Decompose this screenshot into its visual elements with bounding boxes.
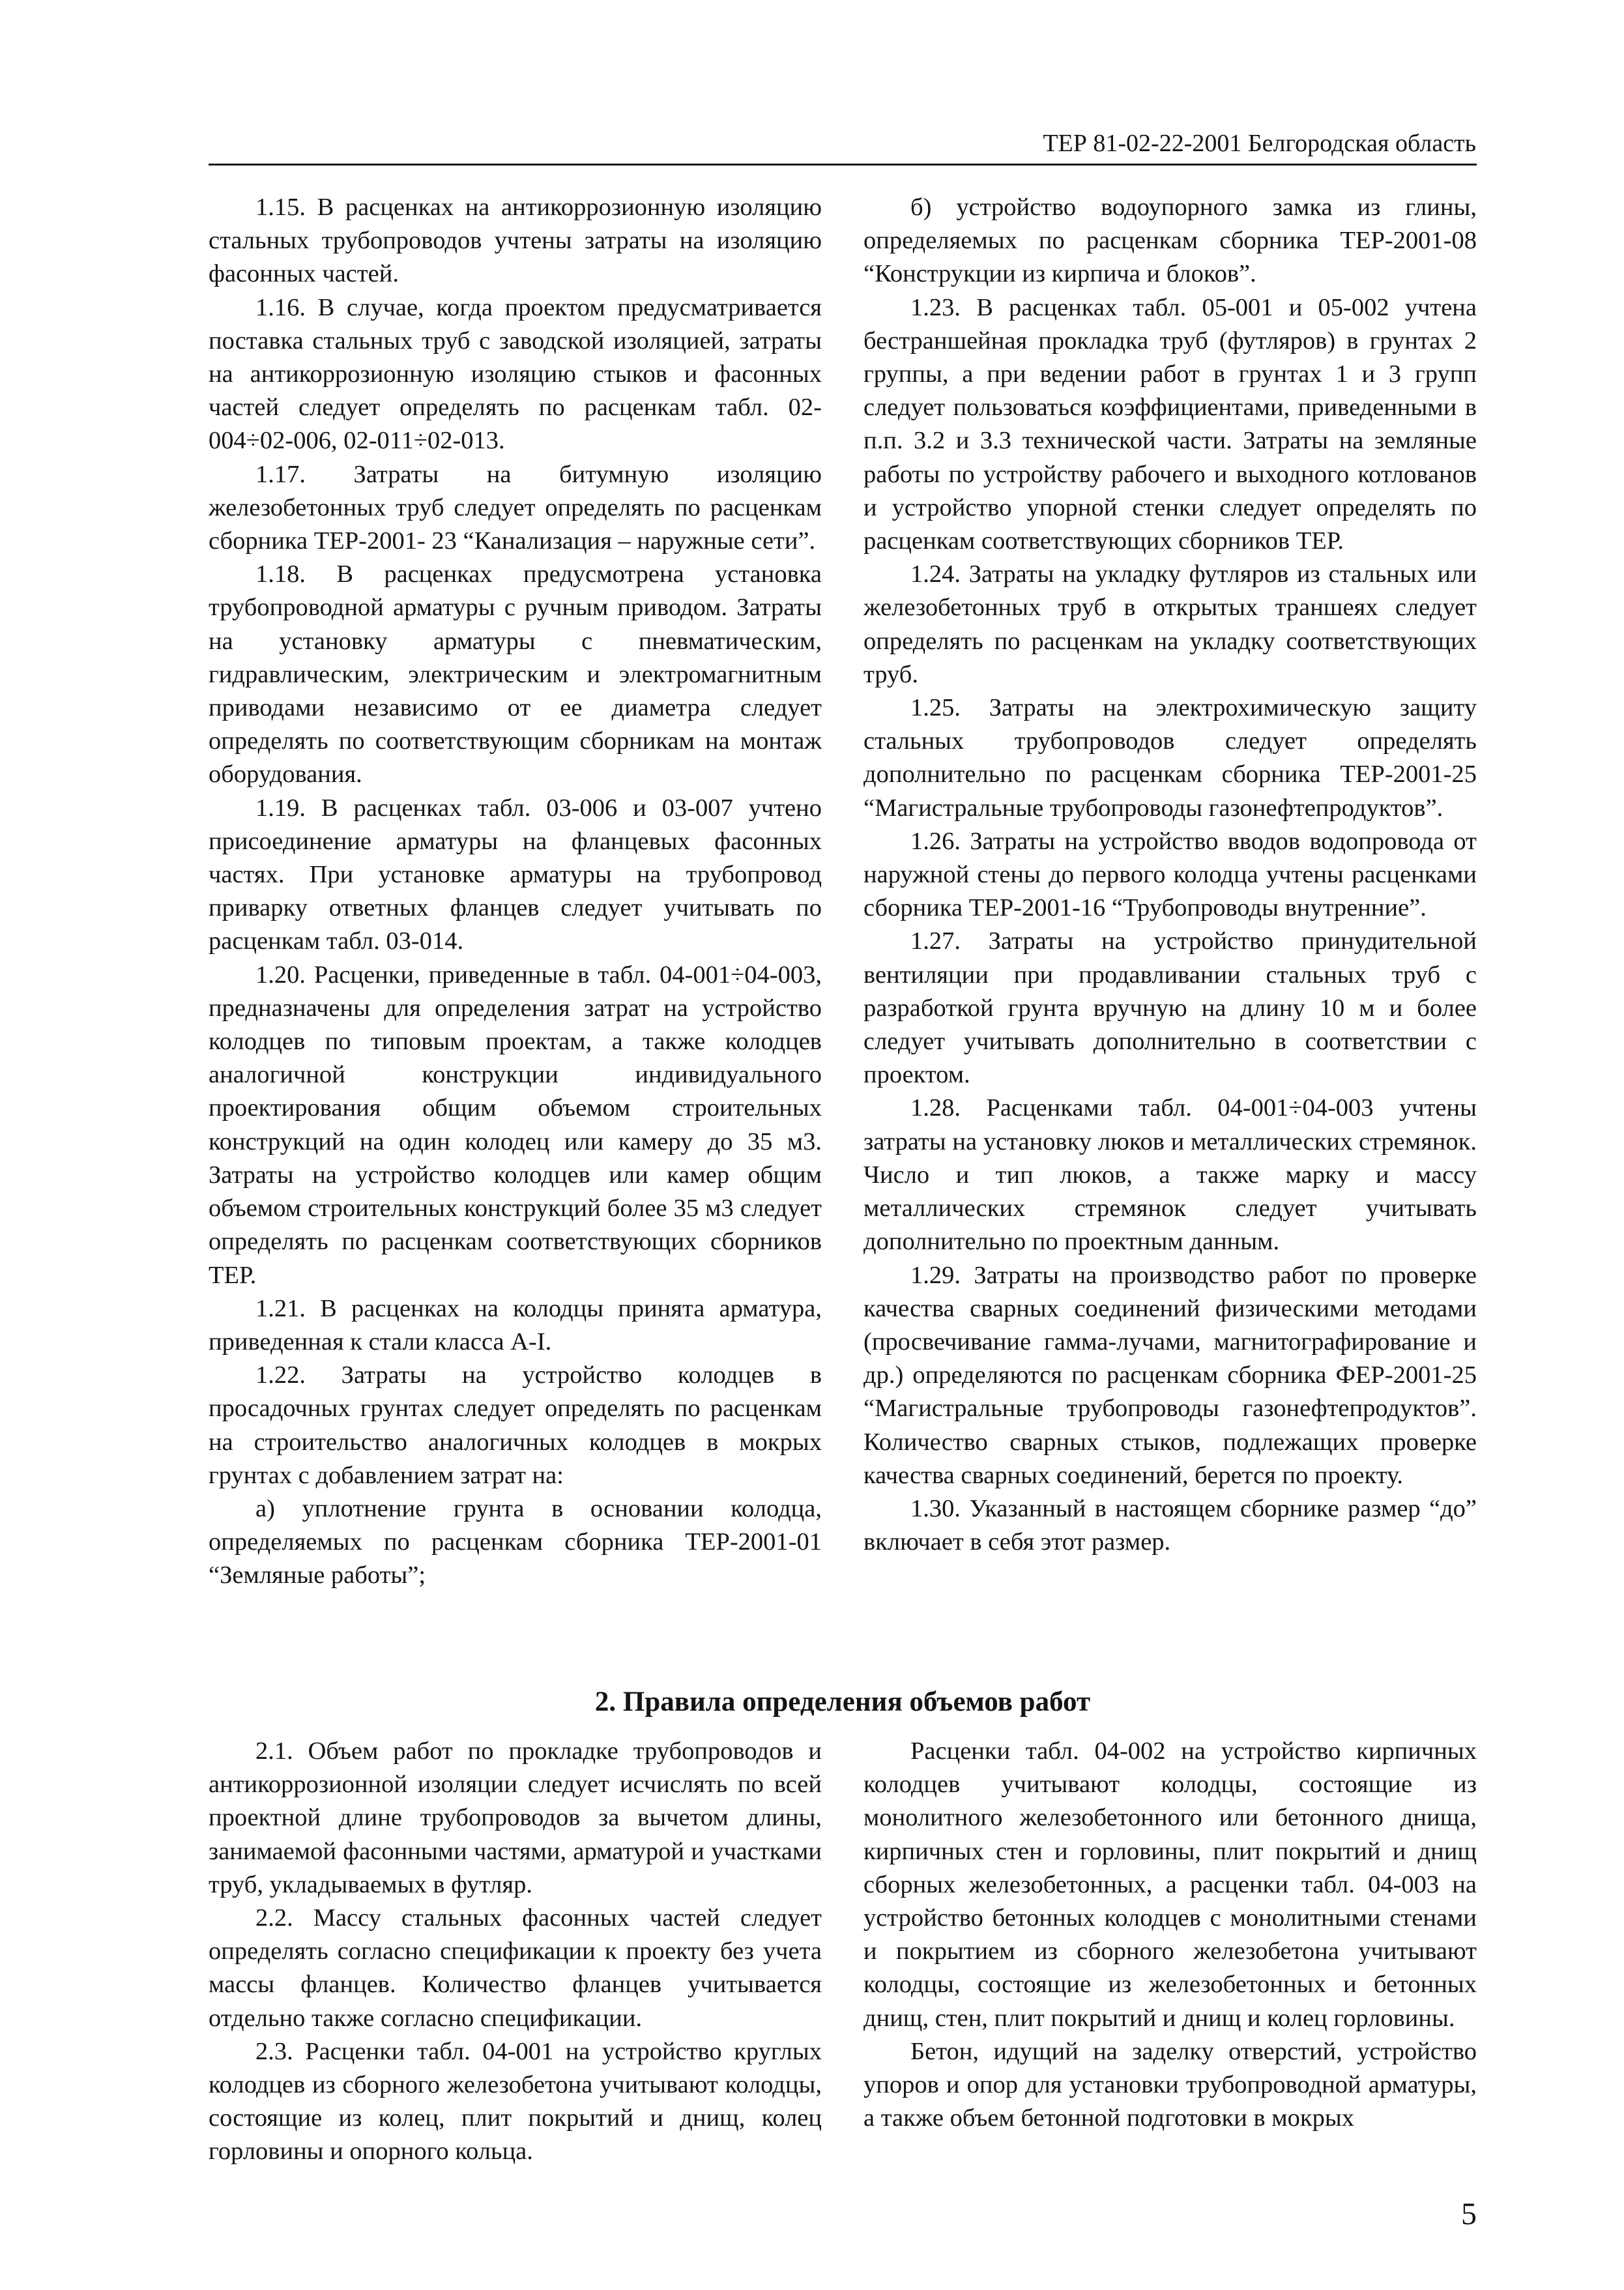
column-right-section2 xyxy=(863,1735,1477,2135)
page-number: 5 xyxy=(1461,2197,1477,2231)
paragraph-1-22-b: б) устройство водоупорного замка из глины, определяемых по расценкам сборника ТЕР-2001-08 “Конструкции из кирпича и блоков”. xyxy=(863,194,1477,288)
paragraph-1-24: 1.24. Затраты на укладку футляров из стальных или железобетонных труб в открытых траншеях следует определять по расценкам на укладку соответствующих труб. xyxy=(863,560,1477,688)
column-right-part1 xyxy=(863,191,1477,1559)
section-2-title: 2. Правила определения объемов работ xyxy=(594,1687,1091,1717)
paragraph-1-30: 1.30. Указанный в настоящем сборнике размер “до” включает в себя этот размер. xyxy=(863,1494,1477,1556)
paragraph-1-25: 1.25. Затраты на электрохимическую защиту стальных трубопроводов следует определять дополнительно по расценкам сборника ТЕР-2001-25 “Магистральные трубопроводы газонефтепродуктов”. xyxy=(863,694,1477,822)
paragraph-1-17: 1.17. Затраты на битумную изоляцию железобетонных труб следует определять по расценкам сборника ТЕР-2001- 23 “Канализация – наружные сети”. xyxy=(209,460,822,555)
paragraph-2-3-cont: Расценки табл. 04-002 на устройство кирпичных колодцев учитывают колодцы, состоящие из монолитного железобетонного или бетонного днища, кирпичных стен и горловины, плит покрытий и днищ сборных железобетонных, а расценки табл. 04-003 на устройство бетонных колодцев с монолитными стенами и покрытием из сборного железобетона учитывают колодцы, состоящие из железобетонных и бетонных днищ, стен, плит покрытий и днищ и колец горловины. xyxy=(863,1737,1477,2032)
paragraph-2-3: 2.3. Расценки табл. 04-001 на устройство круглых колодцев из сборного железобетона учитывают колодцы, состоящие из колец, плит покрытий и днищ, колец горловины и опорного кольца. xyxy=(209,2037,822,2166)
running-header: ТЕР 81-02-22-2001 Белгородская область xyxy=(1043,130,1476,157)
paragraph-1-15: 1.15. В расценках на антикоррозионную изоляцию стальных трубопроводов учтены затраты на изоляцию фасонных частей. xyxy=(209,194,822,288)
paragraph-1-22: 1.22. Затраты на устройство колодцев в просадочных грунтах следует определять по расценкам на строительство аналогичных колодцев в мокрых грунтах с добавлением затрат на: xyxy=(209,1361,822,1489)
paragraph-1-21: 1.21. В расценках на колодцы принята арматура, приведенная к стали класса А-I. xyxy=(209,1294,822,1355)
paragraph-1-20: 1.20. Расценки, приведенные в табл. 04-001÷04-003, предназначены для определения затрат на устройство колодцев по типовым проектам, а также колодцев аналогичной конструкции индивидуального проектирования общим объемом строительных конструкций на один колодец или камеру до 35 м3. Затраты на устройство колодцев или камер общим объемом строительных конструкций более 35 м3 следует определять по расценкам соответствующих сборников ТЕР. xyxy=(209,961,822,1289)
paragraph-1-19: 1.19. В расценках табл. 03-006 и 03-007 учтено присоединение арматуры на фланцевых фасонных частях. При установке арматуры на трубопровод приварку ответных фланцев следует учитывать по расценкам табл. 03-014. xyxy=(209,794,822,955)
header-rule xyxy=(209,164,1477,166)
paragraph-1-29: 1.29. Затраты на производство работ по проверке качества сварных соединений физическими методами (просвечивание гамма-лучами, магнитографирование и др.) определяются по расценкам сборника ФЕР-2001-25 “Магистральные трубопроводы газонефтепродуктов”. Количество сварных стыков, подлежащих проверке качества сварных соединений, берется по проекту. xyxy=(863,1261,1477,1489)
paragraph-1-28: 1.28. Расценками табл. 04-001÷04-003 учтены затраты на установку люков и металлических стремянок. Число и тип люков, а также марку и массу металлических стремянок следует учитывать дополнительно по проектным данным. xyxy=(863,1094,1477,1256)
paragraph-1-23: 1.23. В расценках табл. 05-001 и 05-002 учтена бестраншейная прокладка труб (футляров) в грунтах 2 группы, а при ведении работ в грунтах 1 и 3 групп следует пользоваться коэффициентами, приведенными в п.п. 3.2 и 3.3 технической части. Затраты на земляные работы по устройству рабочего и выходного котлованов и устройство упорной стенки следует определять по расценкам соответствующих сборников ТЕР. xyxy=(863,293,1477,555)
paragraph-1-16: 1.16. В случае, когда проектом предусматривается поставка стальных труб с заводской изоляцией, затраты на антикоррозионную изоляцию стыков и фасонных частей следует определять по расценкам табл. 02-004÷02-006, 02-011÷02-013. xyxy=(209,293,822,455)
paragraph-2-2: 2.2. Массу стальных фасонных частей следует определять согласно спецификации к проекту без учета массы фланцев. Количество фланцев учитывается отдельно также согласно спецификации. xyxy=(209,1904,822,2032)
column-left-section2 xyxy=(209,1735,822,2169)
paragraph-concrete: Бетон, идущий на заделку отверстий, устройство упоров и опор для установки трубопроводной арматуры, а также объем бетонной подготовки в мокрых xyxy=(863,2037,1477,2132)
column-left-part1 xyxy=(209,191,822,1593)
paragraph-1-22-a: а) уплотнение грунта в основании колодца, определяемых по расценкам сборника ТЕР-2001-01 “Земляные работы”; xyxy=(209,1494,822,1589)
paragraph-1-18: 1.18. В расценках предусмотрена установка трубопроводной арматуры с ручным приводом. Затраты на установку арматуры с пневматическим, гидравлическим, электрическим и электромагнитным приводами независимо от ее диаметра следует определять по соответствующим сборникам на монтаж оборудования. xyxy=(209,560,822,789)
paragraph-1-26: 1.26. Затраты на устройство вводов водопровода от наружной стены до первого колодца учтены расценками сборника ТЕР-2001-16 “Трубопроводы внутренние”. xyxy=(863,827,1477,922)
paragraph-1-27: 1.27. Затраты на устройство принудительной вентиляции при продавливании стальных труб с разработкой грунта вручную на длину 10 м и более следует учитывать дополнительно в соответствии с проектом. xyxy=(863,927,1477,1089)
paragraph-2-1: 2.1. Объем работ по прокладке трубопроводов и антикоррозионной изоляции следует исчислять по всей проектной длине трубопроводов за вычетом длины, занимаемой фасонными частями, арматурой и участками труб, укладываемых в футляр. xyxy=(209,1737,822,1898)
